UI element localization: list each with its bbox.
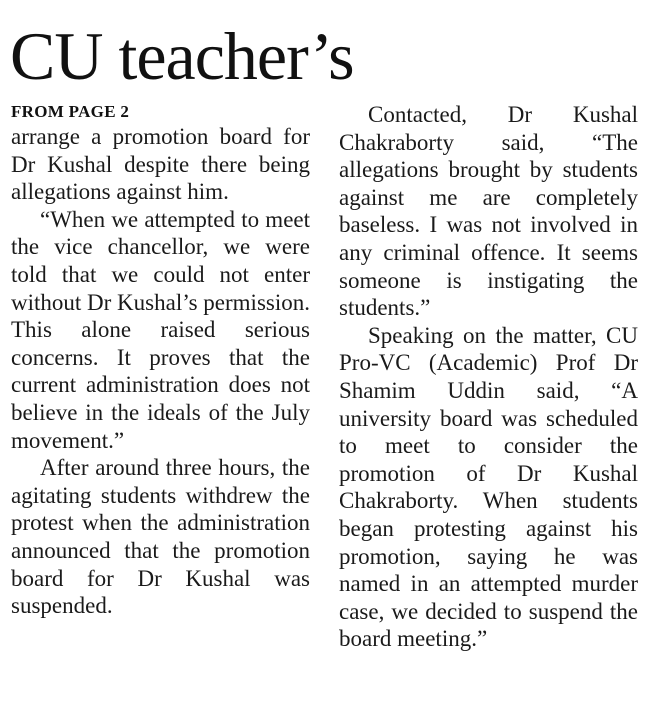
article-column-left: [11, 101, 310, 620]
paragraph-quote: “When we attempted to meet the vice chancellor, we were told that we could not enter without Dr Kushal’s permission. This alone raised serious concerns. It proves that the current administration does not believe in the ideals of the July movement.”: [11, 206, 310, 453]
article-column-right: [339, 101, 638, 653]
headline: CU teacher’s: [10, 18, 354, 94]
paragraph-teacher-response: Contacted, Dr Kushal Chakraborty said, “The allegations brought by students against me are completely baseless. I was not involved in any criminal offence. It seems someone is instigating the students.”: [339, 102, 638, 321]
jump-label: FROM PAGE 2: [11, 102, 130, 121]
paragraph-continued: arrange a promotion board for Dr Kushal despite there being allegations against him.: [11, 124, 310, 205]
paragraph-pro-vc-statement: Speaking on the matter, CU Pro-VC (Academic) Prof Dr Shamim Uddin said, “A university board was scheduled to meet to consider the promotion of Dr Kushal Chakraborty. When students began protesting against his promotion, saying he was named in an attempted murder case, we decided to suspend the board meeting.”: [339, 322, 638, 652]
paragraph-protest-withdrawn: After around three hours, the agitating students withdrew the protest when the administration announced that the promotion board for Dr Kushal was suspended.: [11, 455, 310, 619]
